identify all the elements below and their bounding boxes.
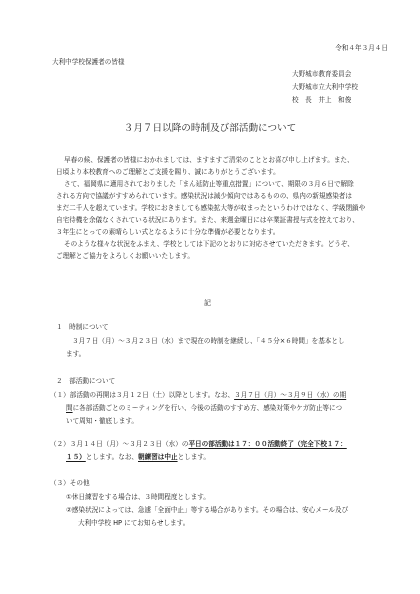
item2-text: とします。なお、 xyxy=(85,453,139,461)
intro-line: される方向で協議がすすめられています。感染状況は減少傾向ではあるものの、県内の新規感染者は xyxy=(56,192,352,200)
section2-item2-line2 xyxy=(66,453,210,462)
item2-bold-schedule: 平日の部活動は１７：００活動終了（完全下校１７： xyxy=(188,440,347,448)
section1-heading: １ 時制について xyxy=(56,323,109,331)
item2-bold-end: １５） xyxy=(66,453,86,461)
intro-line: ３年生にとっての素晴らしい式となるように十分な準備が必要となります。 xyxy=(56,228,280,236)
section3-item1: ①休日練習をする場合は、３時間程度とします。 xyxy=(66,493,210,501)
intro-line: まだ二千人を超えています。学校におきましても感染拡大等が収まったというわけではなく、学級閉鎖や xyxy=(56,204,366,212)
item2-text-end: とします。 xyxy=(177,453,211,461)
intro-line: 自宅待機を余儀なくされている状況にあります。また、来週金曜日には卒業証書授与式を控えており、 xyxy=(56,216,359,224)
item1-text: に各部活動ごとのミーティングを行い、今後の活動のすすめ方、感染対策やケガ防止等につ xyxy=(72,404,343,412)
section3-item2-line1: ②感染状況によっては、急遽「全面中止」等する場合があります。その場合は、安心メール及び xyxy=(66,506,349,514)
ki-heading: 記 xyxy=(204,299,211,307)
section2-item1-line1 xyxy=(50,391,346,400)
sender-org-school: 大野城市立大利中学校 xyxy=(292,83,358,91)
section2-heading: ２ 部活動について xyxy=(56,377,116,385)
document-date: 令和４年３月４日 xyxy=(335,44,388,52)
section1-text: ます。 xyxy=(66,350,86,358)
item2-text: （２）３月１４日（月）～３月２３日（水）の xyxy=(50,440,189,448)
section2-item2-line1 xyxy=(50,440,347,449)
intro-line: さて、福岡県に適用されておりました「まん延防止等重点措置」について、期限の３月６日で解除 xyxy=(64,180,354,188)
item2-bold-morning: 朝練習は中止 xyxy=(138,453,178,461)
intro-line: ご理解とご協力をよろしくお願いいたします。 xyxy=(56,252,194,260)
recipient-line: 大利中学校保護者の皆様 xyxy=(52,58,125,66)
page-title: ３月７日以降の時制及び部活動について xyxy=(123,123,297,134)
section2-item1-line3: いて周知・徹底します。 xyxy=(66,417,139,425)
sender-org-board: 大野城市教育委員会 xyxy=(292,70,352,78)
section1-text: ３月７日（月）～３月２３日（水）まで現在の時制を継続し、「４５分×６時間」を基本とし xyxy=(72,337,345,345)
section3-heading: （３）その他 xyxy=(50,479,90,487)
intro-line: 早春の候、保護者の皆様におかれましては、ますますご清栄のこととお喜び申し上げます。また、 xyxy=(64,156,354,164)
section2-item1-line2 xyxy=(66,404,342,413)
item1-underlined-dates: ３月７日（月）～３月９日（水）の期 xyxy=(234,391,347,399)
item1-underlined-end: 間 xyxy=(66,404,73,412)
intro-line: そのような様々な状況をふまえ、学校としては下記のとおりに対応させていただきます。どうぞ、 xyxy=(64,240,354,248)
intro-line: 日頃より本校教育へのご理解とご支援を賜り、誠にありがとうございます。 xyxy=(56,168,280,176)
item1-text: （１）部活動の再開は３月１２日（土）以降とします。なお、 xyxy=(50,391,235,399)
sender-principal: 校 長 井上 和俊 xyxy=(292,96,352,104)
section3-item2-line2: 大利中学校 HP にてお知らせします。 xyxy=(78,519,190,527)
